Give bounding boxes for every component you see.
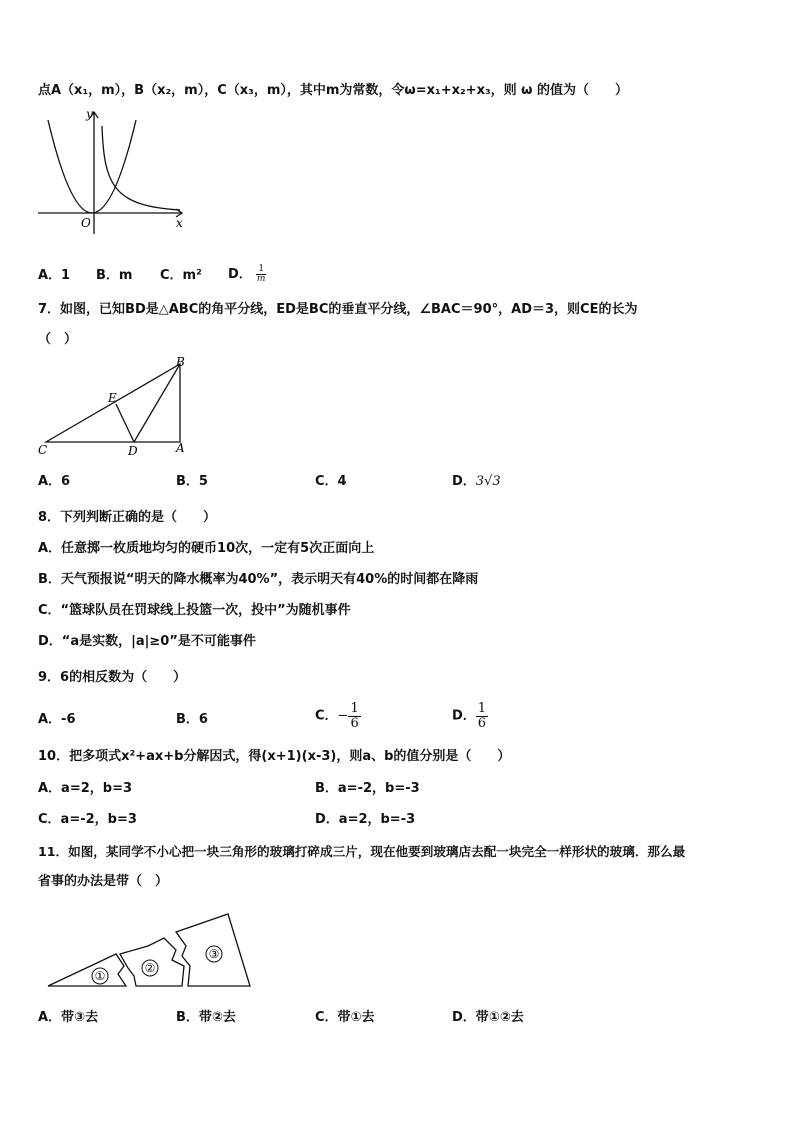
q7-option-c: C．4: [315, 474, 347, 489]
q6-option-d: [228, 265, 266, 284]
q6-option-c: C．m²: [160, 268, 202, 283]
q7-stem: 7．如图，已知BD是△ABC的角平分线，ED是BC的垂直平分线，∠BAC＝90°，AD＝3，则CE的长为: [38, 302, 638, 317]
q9-option-d-label: D．: [452, 708, 476, 724]
q9-option-d: [452, 702, 488, 731]
q8-option-c: C．“篮球队员在罚球线上投篮一次，投中”为随机事件: [38, 603, 351, 618]
q11-piece-1-label: ①: [94, 969, 106, 983]
q11-stem-line1: 11．如图，某同学不小心把一块三角形的玻璃打碎成三片，现在他要到玻璃店去配一块完全一样形状的玻璃．那么最: [38, 844, 686, 859]
q9-option-a: A．-6: [38, 712, 76, 727]
q11-piece-3-label: ③: [208, 947, 220, 961]
q7-label-a: A: [176, 441, 185, 455]
q7-option-d: [452, 474, 501, 490]
q6-option-d-fraction: $\frac{1}{m}$: [256, 264, 266, 284]
q9-option-c-label: C．: [315, 708, 338, 724]
q10-option-d: D．a=2，b=-3: [315, 812, 416, 827]
q11-option-b: B．带②去: [176, 1010, 236, 1025]
q10-stem: 10．把多项式x²+ax+b分解因式，得(x+1)(x-3)，则a、b的值分别是（ ）: [38, 749, 511, 764]
q11-glass-pieces-figure: [44, 910, 254, 992]
q11-piece-2-label: ②: [144, 961, 156, 975]
q9-option-c-fraction: $\frac{1}{6}$: [350, 701, 359, 731]
q6-option-d-label: D．: [228, 267, 252, 282]
q9-stem: 9．6的相反数为（ ）: [38, 670, 187, 685]
q8-option-a: A．任意掷一枚质地均匀的硬币10次，一定有5次正面向上: [38, 541, 375, 556]
q8-stem: 8．下列判断正确的是（ ）: [38, 510, 217, 525]
q7-triangle-figure: [36, 352, 196, 462]
q10-option-b: B．a=-2，b=-3: [315, 781, 420, 796]
q9-option-c: [315, 702, 361, 731]
q11-option-c: C．带①去: [315, 1010, 375, 1025]
q6-axis-x-label: x: [176, 216, 183, 230]
q11-option-d: D．带①②去: [452, 1010, 524, 1025]
q7-option-a: A．6: [38, 474, 71, 489]
q7-label-c: C: [38, 443, 48, 457]
q11-option-a: A．带③去: [38, 1010, 99, 1025]
q7-label-e: E: [108, 391, 117, 405]
q7-option-d-value: 3√3: [475, 474, 501, 489]
q6-option-b: B．m: [96, 268, 133, 283]
q9-option-d-fraction: $\frac{1}{6}$: [477, 701, 487, 731]
q6-stem: 点A（x₁，m），B（x₂，m），C（x₃，m），其中m为常数，令ω=x₁+x₂+x₃，则 ω 的值为（ ）: [38, 83, 628, 98]
q6-graph: [34, 106, 194, 234]
q10-option-a: A．a=2，b=3: [38, 781, 133, 796]
q9-option-b: B．6: [176, 712, 208, 727]
q6-option-a: A．1: [38, 268, 71, 283]
q10-option-c: C．a=-2，b=3: [38, 812, 137, 827]
q8-option-b: B．天气预报说“明天的降水概率为40%”，表示明天有40%的时间都在降雨: [38, 572, 479, 587]
q7-label-d: D: [128, 444, 138, 458]
q6-axis-y-label: y: [86, 107, 93, 121]
q6-origin-label: O: [81, 216, 91, 230]
q7-option-d-label: D．: [452, 474, 476, 489]
q7-paren: （ ）: [38, 332, 78, 347]
q8-option-d: D．“a是实数，|a|≥0”是不可能事件: [38, 634, 256, 649]
q7-label-b: B: [176, 355, 185, 369]
q7-option-b: B．5: [176, 474, 208, 489]
q11-stem-line2: 省事的办法是带（ ）: [38, 874, 169, 889]
q9-option-c-sign: −: [337, 708, 349, 724]
